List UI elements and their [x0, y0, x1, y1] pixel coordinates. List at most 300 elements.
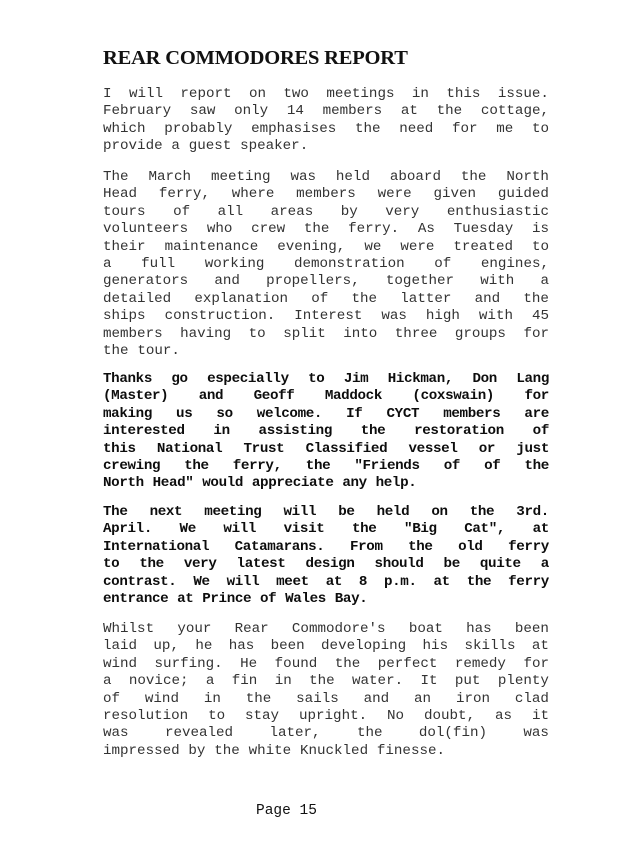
word: at: [325, 573, 343, 590]
word: he: [195, 638, 213, 655]
word: construction.: [164, 308, 276, 325]
word: at: [400, 103, 418, 120]
word: help.: [375, 475, 417, 492]
word: split: [283, 325, 326, 342]
word: Hickman,: [387, 371, 454, 387]
word: Prince: [202, 590, 252, 607]
word: ships: [103, 308, 146, 325]
word: put: [454, 673, 481, 690]
word: later,: [269, 725, 321, 742]
word: maintenance: [164, 238, 259, 255]
word: was: [290, 169, 316, 185]
word: treated: [453, 238, 513, 255]
word: will: [283, 504, 317, 520]
word: issue.: [497, 86, 549, 102]
word: assisting: [258, 423, 333, 440]
word: at: [532, 521, 549, 538]
word: interested: [103, 423, 185, 440]
word: only: [234, 103, 269, 120]
word: been: [514, 621, 549, 637]
text-line: [103, 656, 549, 673]
word: design: [305, 556, 355, 573]
word: held: [335, 169, 370, 185]
word: explanation: [194, 290, 289, 307]
word: just: [516, 440, 549, 457]
word: Whilst: [103, 621, 155, 637]
word: a: [103, 255, 112, 272]
word: meetings: [326, 86, 395, 102]
word: working: [204, 255, 265, 272]
word: of: [443, 457, 461, 474]
word: Maddock: [324, 388, 383, 405]
word: Head: [103, 186, 138, 203]
word: Knuckled: [299, 742, 369, 759]
word: areas: [270, 203, 314, 220]
word: laid: [103, 638, 138, 655]
paragraph-5: [103, 621, 549, 760]
word: generators: [103, 273, 189, 290]
word: ferry: [508, 538, 549, 555]
word: of: [173, 203, 191, 220]
text-line: [103, 725, 549, 742]
word: has: [228, 638, 255, 655]
word: will: [223, 521, 257, 538]
word: groups: [454, 325, 506, 342]
text-line: [103, 388, 549, 405]
word: where: [231, 186, 275, 203]
word: perfect: [377, 655, 438, 672]
word: should: [374, 556, 424, 573]
word: next: [149, 504, 183, 520]
word: for: [451, 120, 478, 137]
text-line: [103, 591, 549, 608]
word: by: [188, 742, 206, 759]
word: having: [180, 325, 232, 342]
word: the: [351, 521, 377, 538]
word: of: [103, 690, 121, 707]
word: dol(fin): [418, 725, 487, 742]
word: restoration: [414, 423, 504, 440]
word: a: [205, 673, 215, 690]
word: tours: [103, 203, 146, 220]
word: very: [183, 556, 217, 573]
word: in: [411, 86, 429, 102]
text-line: [103, 441, 549, 458]
word: guest: [188, 138, 232, 155]
word: for: [524, 388, 549, 405]
word: enthusiastic: [446, 203, 549, 220]
word: tour.: [137, 342, 180, 359]
word: fin: [231, 673, 258, 690]
word: for: [523, 655, 549, 672]
word: Interest: [294, 308, 363, 325]
word: the: [436, 103, 463, 120]
word: and: [198, 388, 224, 405]
word: If: [346, 405, 363, 422]
text-line: [103, 521, 549, 538]
word: Trust: [243, 440, 285, 457]
word: on: [248, 86, 266, 102]
word: meet: [276, 573, 309, 590]
word: very: [385, 203, 420, 220]
word: of: [434, 255, 452, 272]
word: will: [226, 573, 260, 590]
word: finesse.: [376, 742, 446, 759]
word: as: [495, 707, 513, 724]
word: this: [446, 86, 481, 102]
word: April.: [103, 521, 152, 538]
word: old: [458, 538, 483, 555]
word: the: [245, 690, 272, 707]
word: water.: [352, 673, 404, 690]
text-line: [103, 204, 549, 221]
word: was: [103, 725, 129, 742]
word: surfing.: [154, 655, 223, 672]
text-line: [103, 239, 549, 256]
paragraph-4: [103, 504, 549, 608]
word: Jim: [343, 371, 369, 387]
word: Bay.: [334, 590, 368, 607]
word: me: [496, 120, 514, 137]
word: ferry,: [158, 186, 210, 203]
word: will: [128, 86, 163, 102]
word: the: [460, 169, 487, 185]
word: and: [214, 273, 240, 290]
word: Lang: [516, 371, 549, 387]
word: two: [283, 86, 309, 102]
word: North: [103, 475, 144, 492]
text-line: [103, 291, 549, 308]
text-line: [103, 638, 549, 655]
text-line: [103, 539, 549, 556]
word: need: [399, 120, 434, 137]
word: has: [466, 621, 492, 637]
paragraph-2: [103, 169, 549, 360]
word: and: [363, 690, 390, 707]
word: skills: [464, 638, 516, 655]
word: at: [531, 638, 549, 655]
word: to: [308, 371, 325, 387]
word: saw: [189, 103, 216, 120]
word: Classified: [305, 440, 388, 457]
word: boat: [408, 621, 443, 637]
word: plenty: [497, 673, 549, 690]
word: meeting: [210, 169, 271, 185]
word: all: [217, 203, 244, 220]
word: in: [203, 690, 221, 707]
word: quite: [479, 556, 521, 573]
word: the: [309, 673, 335, 690]
word: go: [171, 371, 188, 387]
word: volunteers: [103, 221, 189, 238]
word: up,: [153, 638, 179, 655]
word: Thanks: [103, 371, 152, 387]
text-line: [103, 103, 549, 120]
word: latter: [400, 290, 452, 307]
word: at: [433, 573, 450, 590]
word: of: [484, 457, 501, 474]
word: found: [274, 655, 318, 672]
word: or: [478, 440, 496, 457]
word: of: [260, 590, 277, 607]
word: your: [177, 621, 212, 637]
word: 3rd.: [516, 504, 549, 520]
text-line: [103, 673, 549, 690]
word: visit: [283, 521, 325, 538]
word: welcome.: [256, 405, 323, 422]
word: the: [523, 290, 549, 307]
word: were: [377, 186, 412, 203]
text-line: [103, 169, 549, 186]
word: The: [103, 504, 128, 520]
word: resolution: [103, 707, 189, 724]
word: high: [425, 308, 460, 325]
word: crewing: [103, 457, 161, 474]
word: to: [208, 707, 226, 724]
word: to: [248, 325, 266, 342]
word: of: [311, 290, 329, 307]
word: ferry,: [232, 457, 282, 474]
word: we: [364, 238, 382, 255]
word: the: [469, 504, 495, 520]
word: From: [349, 538, 383, 555]
word: "Big: [404, 521, 437, 538]
word: "Friends: [354, 457, 420, 474]
word: He: [240, 655, 258, 672]
word: together: [385, 273, 455, 290]
word: the: [139, 556, 164, 573]
word: p.m.: [383, 573, 417, 590]
word: of: [532, 423, 549, 440]
word: speaker.: [240, 138, 309, 155]
text-line: [103, 371, 549, 388]
word: full: [141, 255, 176, 272]
word: report: [180, 86, 232, 102]
text-line: [103, 308, 549, 325]
word: guided: [497, 186, 549, 203]
word: contrast.: [103, 573, 177, 590]
paragraph-1: [103, 86, 549, 156]
word: ferry: [508, 573, 549, 590]
word: are: [524, 405, 549, 422]
word: detailed: [103, 290, 172, 307]
word: it: [531, 707, 549, 724]
word: vessel: [408, 440, 458, 457]
text-line: [103, 343, 549, 360]
word: the: [354, 120, 381, 137]
word: Geoff: [253, 388, 295, 405]
word: us: [176, 405, 193, 422]
word: aboard: [389, 169, 441, 185]
word: the: [356, 725, 383, 742]
word: We: [179, 521, 196, 538]
word: cottage,: [480, 103, 549, 120]
text-line: [103, 574, 549, 591]
word: the: [184, 457, 209, 474]
word: Head": [152, 475, 194, 492]
word: for: [523, 325, 549, 342]
word: appreciate: [251, 475, 334, 492]
word: entrance: [103, 590, 169, 607]
word: the: [103, 342, 129, 359]
word: wind: [144, 690, 179, 707]
word: emphasises: [251, 120, 337, 137]
word: provide: [103, 138, 163, 155]
word: Don: [472, 371, 497, 387]
word: Commodore's: [291, 621, 386, 637]
word: No: [387, 707, 405, 724]
word: any: [342, 475, 367, 492]
text-line: [103, 458, 549, 475]
word: his: [422, 638, 449, 655]
word: is: [531, 221, 549, 238]
word: making: [103, 405, 152, 422]
word: their: [103, 238, 146, 255]
word: the: [334, 655, 361, 672]
word: be: [338, 504, 355, 520]
word: which: [103, 120, 146, 137]
word: meeting: [204, 504, 262, 520]
word: on: [431, 504, 448, 520]
paragraph-3: [103, 371, 549, 493]
word: evening,: [277, 238, 346, 255]
word: We: [193, 573, 210, 590]
word: 45: [531, 308, 549, 325]
word: a: [540, 273, 549, 290]
word: revealed: [164, 725, 234, 742]
word: It: [420, 673, 438, 690]
word: members: [322, 103, 383, 120]
word: Wales: [285, 590, 326, 607]
word: was: [381, 308, 407, 325]
word: February: [103, 103, 172, 120]
word: to: [531, 120, 549, 137]
word: were: [400, 238, 435, 255]
text-line: [103, 326, 549, 343]
word: demonstration: [293, 255, 405, 272]
word: North: [506, 169, 549, 185]
word: latest: [236, 556, 286, 573]
report-title: REAR COMMODORES REPORT: [103, 47, 408, 69]
word: impressed: [103, 742, 180, 759]
word: given: [433, 186, 477, 203]
word: this: [103, 440, 136, 457]
word: in: [274, 673, 292, 690]
text-line: [103, 138, 549, 155]
word: with: [478, 308, 513, 325]
text-line: [103, 691, 549, 708]
text-line: [103, 221, 549, 238]
word: ferry.: [348, 221, 400, 238]
word: held: [376, 504, 410, 520]
word: would: [202, 475, 244, 492]
text-line: [103, 504, 549, 521]
text-line: [103, 708, 549, 725]
word: National: [156, 440, 223, 457]
word: wind: [103, 655, 138, 672]
word: white: [248, 742, 292, 759]
word: been: [270, 638, 305, 655]
text-line: [103, 406, 549, 423]
text-line: [103, 423, 549, 440]
word: International: [103, 538, 210, 555]
word: with: [480, 273, 515, 290]
word: Catamarans.: [234, 538, 325, 555]
word: be: [443, 556, 460, 573]
word: so: [216, 405, 233, 422]
word: three: [394, 325, 438, 342]
word: propellers,: [266, 273, 360, 290]
word: CYCT: [386, 405, 420, 422]
word: (Master): [103, 388, 169, 405]
text-line: [103, 186, 549, 203]
text-line: [103, 273, 549, 290]
word: stay: [245, 707, 280, 724]
word: the: [351, 290, 378, 307]
word: the: [305, 457, 331, 474]
word: a: [540, 556, 549, 573]
word: crew: [251, 221, 286, 238]
word: the: [303, 221, 330, 238]
word: members: [296, 186, 356, 203]
word: sails: [296, 690, 339, 707]
word: Cat",: [464, 521, 506, 538]
word: members: [103, 325, 163, 342]
text-line: [103, 556, 549, 573]
word: to: [531, 238, 549, 255]
word: The: [103, 169, 129, 185]
word: the: [524, 457, 549, 474]
word: doubt,: [424, 707, 476, 724]
word: the: [408, 538, 433, 555]
word: to: [103, 556, 120, 573]
text-line: [103, 121, 549, 138]
word: upright.: [299, 707, 368, 724]
word: a: [171, 138, 180, 155]
word: an: [414, 690, 432, 707]
word: in: [213, 423, 230, 440]
word: 8: [358, 573, 368, 590]
page-number: Page 15: [256, 803, 317, 819]
word: was: [523, 725, 549, 742]
word: (coxswain): [412, 388, 495, 405]
word: probably: [164, 120, 233, 137]
word: especially: [207, 371, 289, 387]
word: I: [103, 86, 112, 102]
text-line: [103, 256, 549, 273]
word: into: [343, 325, 378, 342]
word: at: [177, 590, 194, 607]
word: iron: [455, 690, 491, 707]
word: Tuesday: [453, 221, 514, 238]
text-line: [103, 621, 549, 638]
text-line: [103, 743, 549, 760]
word: the: [466, 573, 492, 590]
text-line: [103, 86, 549, 103]
word: and: [474, 290, 501, 307]
word: members: [443, 405, 501, 422]
word: As: [417, 221, 435, 238]
word: 14: [286, 103, 304, 120]
word: engines,: [480, 255, 549, 272]
word: clad: [514, 690, 549, 707]
word: Rear: [234, 621, 269, 637]
word: novice;: [128, 673, 189, 690]
text-line: [103, 475, 549, 492]
word: the: [214, 742, 240, 759]
word: the: [360, 423, 386, 440]
word: remedy: [454, 655, 506, 672]
